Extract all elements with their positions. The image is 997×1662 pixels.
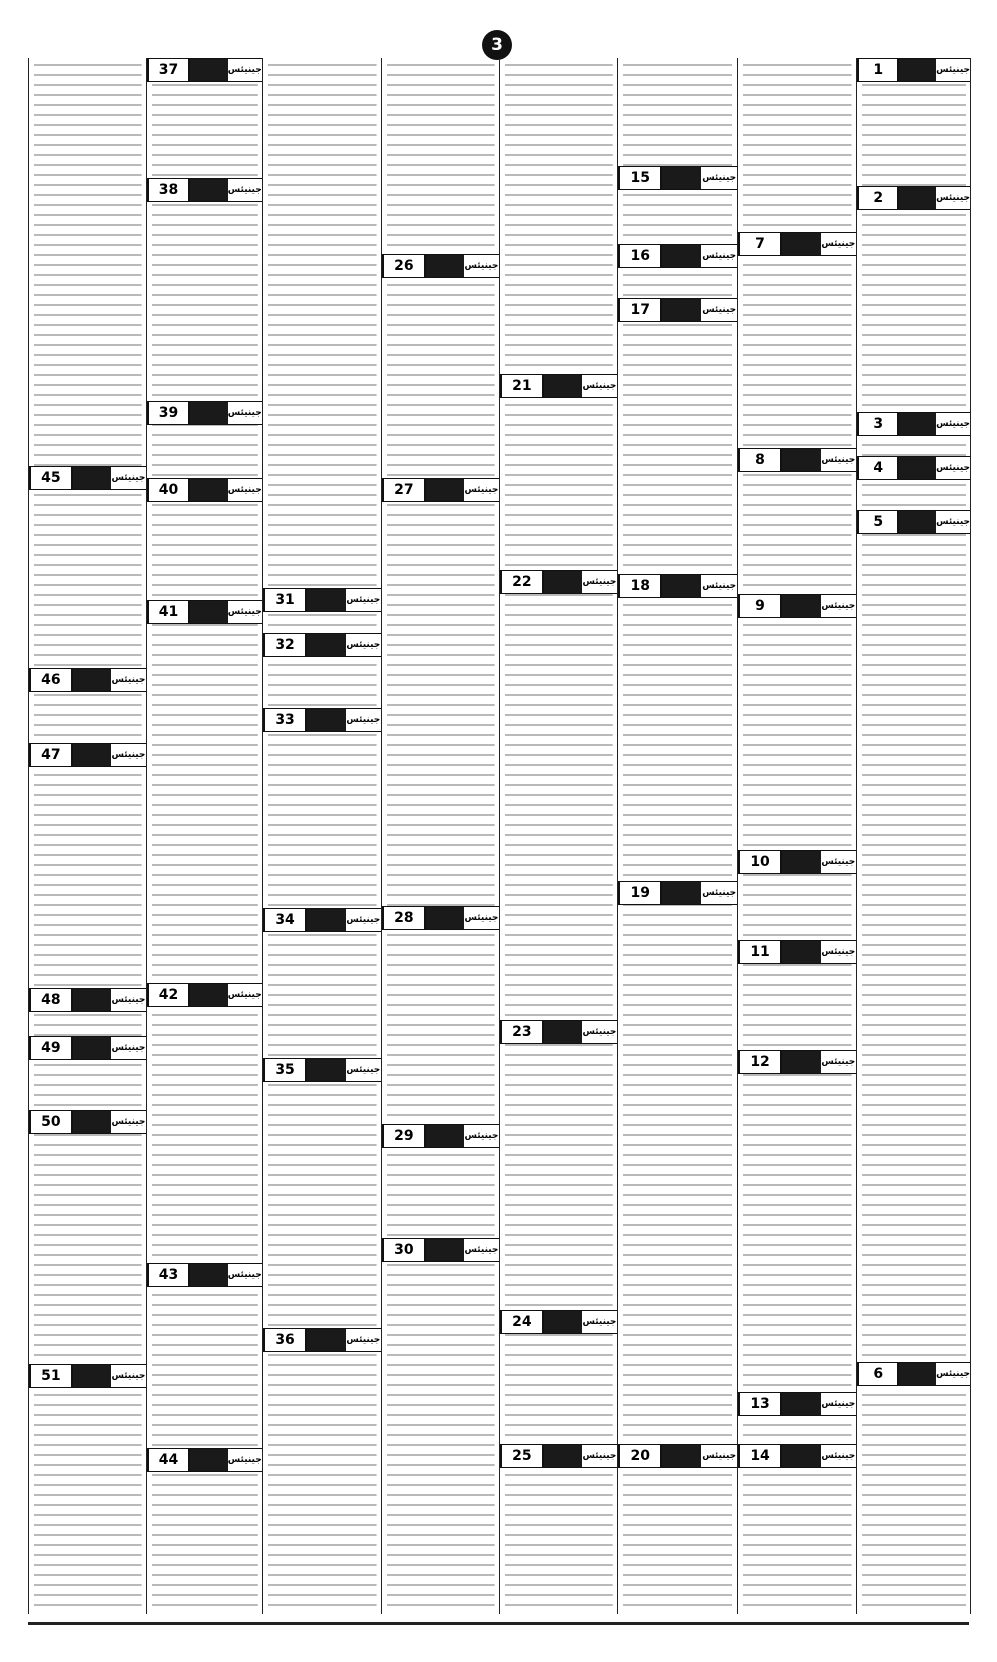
news-column xyxy=(146,58,262,1614)
item-tag: جینیئس xyxy=(936,413,970,435)
item-number: 12 xyxy=(738,1051,782,1073)
item-header-bar xyxy=(426,255,464,277)
item-header-bar xyxy=(426,1125,464,1147)
item-number: 16 xyxy=(618,245,662,267)
item-header-bar xyxy=(899,457,936,479)
news-item-header xyxy=(738,232,856,256)
item-header-bar xyxy=(662,299,701,321)
item-tag: جینیئس xyxy=(821,449,856,471)
item-tag: جینیئس xyxy=(701,167,737,189)
news-item-header xyxy=(147,983,262,1007)
item-header-bar xyxy=(544,1445,582,1467)
item-number: 37 xyxy=(147,59,190,81)
item-tag: جینیئس xyxy=(346,709,381,731)
item-number: 49 xyxy=(29,1037,73,1059)
item-tag: جینیئس xyxy=(346,634,381,656)
item-header-bar xyxy=(662,575,701,597)
news-column xyxy=(617,58,737,1614)
item-header-bar xyxy=(899,1363,936,1385)
item-number: 46 xyxy=(29,669,73,691)
item-tag: جینیئس xyxy=(346,1059,381,1081)
item-number: 36 xyxy=(263,1329,307,1351)
item-tag: جینیئس xyxy=(464,907,499,929)
item-tag: جینیئس xyxy=(821,233,856,255)
item-tag: جینیئس xyxy=(582,1311,617,1333)
item-header-bar xyxy=(426,479,464,501)
item-number: 29 xyxy=(382,1125,426,1147)
item-number: 3 xyxy=(857,413,899,435)
item-header-bar xyxy=(782,1051,821,1073)
news-item-header xyxy=(382,254,499,278)
item-tag: جینیئس xyxy=(228,59,263,81)
news-column xyxy=(499,58,617,1614)
item-header-bar xyxy=(73,1111,111,1133)
news-item-header xyxy=(618,881,737,905)
news-item-header xyxy=(147,478,262,502)
item-number: 27 xyxy=(382,479,426,501)
item-header-bar xyxy=(190,402,227,424)
item-header-bar xyxy=(307,1059,346,1081)
item-tag: جینیئس xyxy=(464,1239,499,1261)
news-column xyxy=(262,58,381,1614)
news-item-header xyxy=(738,1050,856,1074)
news-item-header xyxy=(618,574,737,598)
item-header-bar xyxy=(307,1329,346,1351)
item-tag: جینیئس xyxy=(464,255,499,277)
item-header-bar xyxy=(73,1365,111,1387)
footer-rule xyxy=(28,1622,969,1625)
news-item-header xyxy=(147,178,262,202)
item-header-bar xyxy=(782,941,821,963)
item-number: 32 xyxy=(263,634,307,656)
item-header-bar xyxy=(190,1264,227,1286)
news-item-header xyxy=(500,570,617,594)
news-item-header xyxy=(147,600,262,624)
item-tag: جینیئس xyxy=(228,1449,263,1471)
news-item-header xyxy=(263,908,381,932)
news-item-header xyxy=(29,466,146,490)
item-tag: جینیئس xyxy=(228,984,263,1006)
item-number: 10 xyxy=(738,851,782,873)
item-header-bar xyxy=(544,571,582,593)
item-header-bar xyxy=(899,511,936,533)
news-item-header xyxy=(147,1448,262,1472)
item-tag: جینیئس xyxy=(582,1445,617,1467)
item-number: 38 xyxy=(147,179,190,201)
item-number: 31 xyxy=(263,589,307,611)
item-number: 41 xyxy=(147,601,190,623)
news-item-header xyxy=(738,448,856,472)
item-number: 17 xyxy=(618,299,662,321)
item-tag: جینیئس xyxy=(464,479,499,501)
news-item-header xyxy=(500,374,617,398)
item-header-bar xyxy=(190,479,227,501)
item-number: 4 xyxy=(857,457,899,479)
item-header-bar xyxy=(662,1445,701,1467)
item-tag: جینیئس xyxy=(228,402,263,424)
item-header-bar xyxy=(73,744,111,766)
item-header-bar xyxy=(307,634,346,656)
item-header-bar xyxy=(662,882,701,904)
item-tag: جینیئس xyxy=(346,589,381,611)
item-header-bar xyxy=(544,1021,582,1043)
item-tag: جینیئس xyxy=(701,299,737,321)
item-number: 35 xyxy=(263,1059,307,1081)
news-item-header xyxy=(738,1392,856,1416)
item-number: 42 xyxy=(147,984,190,1006)
item-number: 33 xyxy=(263,709,307,731)
item-number: 14 xyxy=(738,1445,782,1467)
item-header-bar xyxy=(190,601,227,623)
item-tag: جینیئس xyxy=(821,1051,856,1073)
item-tag: جینیئس xyxy=(228,601,263,623)
news-item-header xyxy=(29,1110,146,1134)
news-column xyxy=(28,58,146,1614)
item-tag: جینیئس xyxy=(111,669,146,691)
news-item-header xyxy=(263,633,381,657)
item-tag: جینیئس xyxy=(111,1365,146,1387)
item-tag: جینیئس xyxy=(111,467,146,489)
item-number: 47 xyxy=(29,744,73,766)
item-tag: جینیئس xyxy=(346,1329,381,1351)
item-header-bar xyxy=(426,1239,464,1261)
item-header-bar xyxy=(426,907,464,929)
news-item-header xyxy=(382,1124,499,1148)
item-header-bar xyxy=(190,1449,227,1471)
news-item-header xyxy=(500,1444,617,1468)
news-item-header xyxy=(618,1444,737,1468)
item-header-bar xyxy=(782,851,821,873)
news-item-header xyxy=(738,1444,856,1468)
news-item-header xyxy=(263,1058,381,1082)
item-number: 5 xyxy=(857,511,899,533)
item-number: 26 xyxy=(382,255,426,277)
item-header-bar xyxy=(190,984,227,1006)
item-number: 7 xyxy=(738,233,782,255)
item-header-bar xyxy=(662,245,701,267)
item-number: 15 xyxy=(618,167,662,189)
news-item-header xyxy=(738,940,856,964)
item-tag: جینیئس xyxy=(936,1363,970,1385)
item-number: 21 xyxy=(500,375,544,397)
item-number: 24 xyxy=(500,1311,544,1333)
item-number: 51 xyxy=(29,1365,73,1387)
item-tag: جینیئس xyxy=(111,989,146,1011)
item-tag: جینیئس xyxy=(228,1264,263,1286)
item-tag: جینیئس xyxy=(701,575,737,597)
item-header-bar xyxy=(899,413,936,435)
news-item-header xyxy=(857,456,970,480)
news-item-header xyxy=(857,58,970,82)
item-header-bar xyxy=(190,179,227,201)
news-item-header xyxy=(263,588,381,612)
item-number: 20 xyxy=(618,1445,662,1467)
news-column xyxy=(737,58,856,1614)
item-header-bar xyxy=(782,1393,821,1415)
item-number: 19 xyxy=(618,882,662,904)
news-item-header xyxy=(618,166,737,190)
news-item-header xyxy=(263,1328,381,1352)
item-number: 2 xyxy=(857,187,899,209)
item-header-bar xyxy=(782,449,821,471)
item-number: 44 xyxy=(147,1449,190,1471)
item-tag: جینیئس xyxy=(821,941,856,963)
item-header-bar xyxy=(307,909,346,931)
item-number: 45 xyxy=(29,467,73,489)
item-number: 13 xyxy=(738,1393,782,1415)
news-item-header xyxy=(29,743,146,767)
page-number: 3 xyxy=(482,30,512,60)
news-item-header xyxy=(147,1263,262,1287)
news-item-header xyxy=(29,1364,146,1388)
news-item-header xyxy=(857,412,970,436)
news-item-header xyxy=(382,478,499,502)
item-number: 28 xyxy=(382,907,426,929)
item-tag: جینیئس xyxy=(111,1111,146,1133)
news-item-header xyxy=(500,1310,617,1334)
item-tag: جینیئس xyxy=(701,245,737,267)
item-header-bar xyxy=(662,167,701,189)
item-header-bar xyxy=(307,589,346,611)
item-header-bar xyxy=(782,233,821,255)
item-tag: جینیئس xyxy=(936,187,970,209)
item-tag: جینیئس xyxy=(821,595,856,617)
item-tag: جینیئس xyxy=(464,1125,499,1147)
item-tag: جینیئس xyxy=(346,909,381,931)
item-number: 23 xyxy=(500,1021,544,1043)
news-item-header xyxy=(618,244,737,268)
item-header-bar xyxy=(899,187,936,209)
item-header-bar xyxy=(73,989,111,1011)
news-item-header xyxy=(382,906,499,930)
item-number: 11 xyxy=(738,941,782,963)
item-tag: جینیئس xyxy=(111,744,146,766)
item-number: 39 xyxy=(147,402,190,424)
item-tag: جینیئس xyxy=(228,179,263,201)
item-number: 43 xyxy=(147,1264,190,1286)
item-tag: جینیئس xyxy=(936,511,970,533)
item-tag: جینیئس xyxy=(582,375,617,397)
news-column xyxy=(381,58,499,1614)
item-header-bar xyxy=(73,467,111,489)
item-header-bar xyxy=(544,375,582,397)
news-item-header xyxy=(857,510,970,534)
item-number: 50 xyxy=(29,1111,73,1133)
item-number: 34 xyxy=(263,909,307,931)
news-item-header xyxy=(738,850,856,874)
item-tag: جینیئس xyxy=(936,457,970,479)
item-tag: جینیئس xyxy=(582,571,617,593)
item-tag: جینیئس xyxy=(701,882,737,904)
item-header-bar xyxy=(899,59,936,81)
item-tag: جینیئس xyxy=(821,1393,856,1415)
item-tag: جینیئس xyxy=(701,1445,737,1467)
item-number: 40 xyxy=(147,479,190,501)
news-item-header xyxy=(857,1362,970,1386)
item-number: 18 xyxy=(618,575,662,597)
item-tag: جینیئس xyxy=(228,479,263,501)
item-number: 8 xyxy=(738,449,782,471)
item-tag: جینیئس xyxy=(821,851,856,873)
item-tag: جینیئس xyxy=(936,59,970,81)
news-item-header xyxy=(618,298,737,322)
item-tag: جینیئس xyxy=(582,1021,617,1043)
item-number: 6 xyxy=(857,1363,899,1385)
item-header-bar xyxy=(73,1037,111,1059)
item-number: 9 xyxy=(738,595,782,617)
item-number: 48 xyxy=(29,989,73,1011)
news-item-header xyxy=(147,401,262,425)
news-item-header xyxy=(29,668,146,692)
item-header-bar xyxy=(73,669,111,691)
news-item-header xyxy=(263,708,381,732)
news-column xyxy=(856,58,971,1614)
item-tag: جینیئس xyxy=(111,1037,146,1059)
news-item-header xyxy=(738,594,856,618)
news-item-header xyxy=(500,1020,617,1044)
item-header-bar xyxy=(544,1311,582,1333)
item-number: 22 xyxy=(500,571,544,593)
news-item-header xyxy=(857,186,970,210)
item-number: 25 xyxy=(500,1445,544,1467)
news-item-header xyxy=(29,1036,146,1060)
item-header-bar xyxy=(190,59,227,81)
news-item-header xyxy=(147,58,262,82)
item-header-bar xyxy=(782,595,821,617)
item-tag: جینیئس xyxy=(821,1445,856,1467)
news-item-header xyxy=(382,1238,499,1262)
news-item-header xyxy=(29,988,146,1012)
item-header-bar xyxy=(782,1445,821,1467)
item-number: 30 xyxy=(382,1239,426,1261)
item-number: 1 xyxy=(857,59,899,81)
item-header-bar xyxy=(307,709,346,731)
